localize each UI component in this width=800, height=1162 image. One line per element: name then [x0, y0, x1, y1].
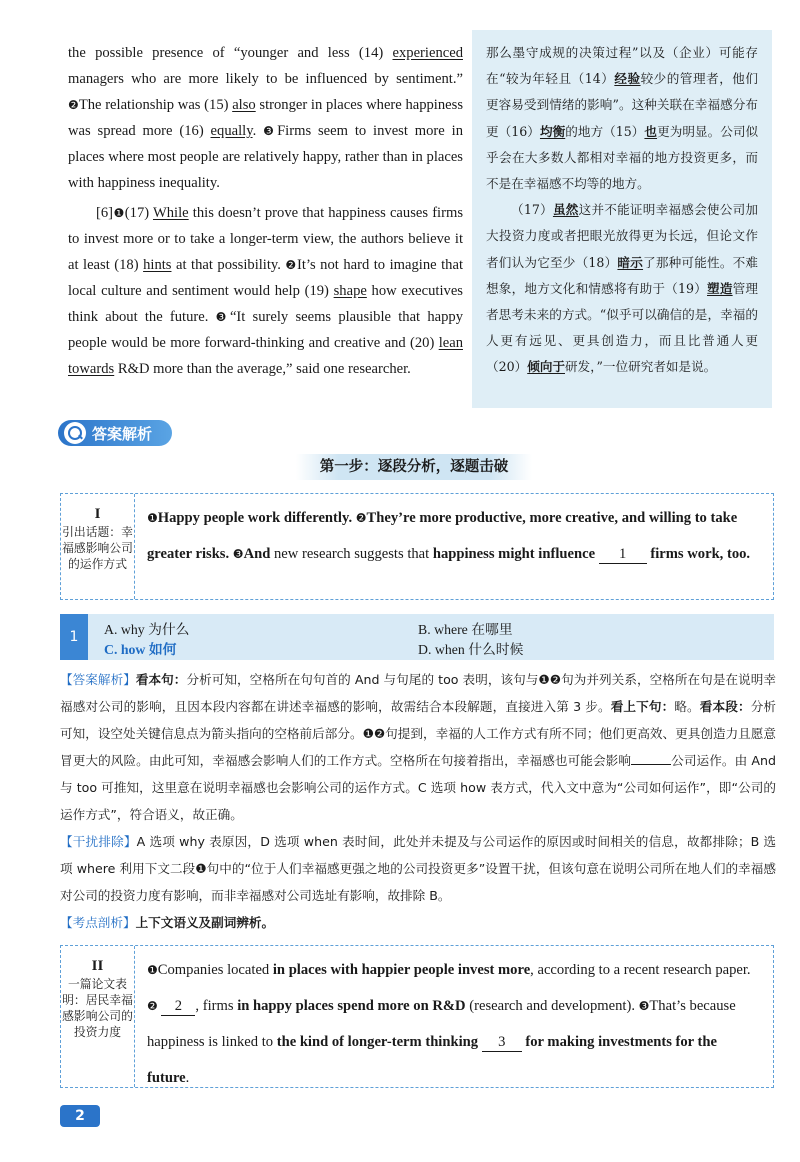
answer-18: hints	[143, 257, 172, 273]
question-1-analysis	[60, 666, 776, 936]
answer-17: While	[152, 205, 189, 221]
option-d: D. when 什么时候	[418, 642, 524, 657]
passage-section	[0, 30, 800, 410]
english-passage	[68, 40, 463, 382]
cn-answer-18: 暗示	[617, 254, 644, 270]
paragraph-1-analysis-box	[60, 493, 774, 600]
magnifier-icon	[64, 422, 86, 444]
paragraph-1-label: I 引出话题：幸福感影响公司的运作方式	[61, 494, 135, 599]
option-a: A. why 为什么	[104, 622, 190, 637]
english-paragraph-5: the possible presence of “younger and less (14) experienced managers who are more likely to be influenced by sentiment.” ❷The relationship was (15) also stronger in places where happiness was spread more (16) equally. ❸Firms seem to invest more in places where most people are relatively happy, rather than in places with happiness inequality.	[68, 45, 463, 191]
answer-explanation: 【答案解析】看本句：分析可知，空格所在句句首的 And 与句尾的 too 表明，该句与❶❷句为并列关系，空格所在句是在说明幸福感对公司的影响，且因本段内容都在讲述幸福感的影响，故需结合本段解题，直接进入第 3 步。看上下句：略。看本段：分析可知，设空处关键信息点为箭头指向的空格前后部分。❶❷句提到，幸福的人工作方式有所不同；他们更高效、更具创造力且愿意冒更大的风险。由此可知，幸福感会影响人们的工作方式。空格所在句接着指出，幸福感也可能会影响 公司运作。由 And 与 too 可推知，这里意在说明幸福感也会影响公司的运作方式。C 选项 how 表方式，代入文中意为“公司如何运作”，即“公司的运作方式”，符合语义，故正确。	[60, 672, 777, 822]
blank-3: 3	[482, 1033, 522, 1052]
chinese-paragraph-6: （17）虽然这并不能证明幸福感会使公司加大投资力度或者把眼光放得更为长远，但论文作者们认为它至少（18）暗示了那种可能性。不难想象，地方文化和情感将有助于（19）塑造管理者思考未来的方式。“似乎可以确信的是，幸福的人更有远见、更具创造力，而且比普通人更（20）倾向于研发，”一位研究者如是说。	[486, 202, 759, 375]
answer-19: shape	[333, 283, 367, 299]
blank-2: 2	[161, 997, 195, 1016]
distractor-elimination: 【干扰排除】A 选项 why 表原因，D 选项 when 表时间，此处并未提及与公司运作的原因或时间相关的信息，故都排除；B 选项 where 利用下文二段❶句中的“位于人们幸福感更强之地的公司投资更多”设置干扰，但该句意在说明公司所在地人们的幸福感对公司的投资力度有影响，而非幸福感对公司选址有影响，故排除 B。	[60, 834, 777, 903]
cn-answer-20: 倾向于	[527, 359, 565, 375]
option-b: B. where 在哪里	[418, 622, 513, 637]
answer-14: experienced	[392, 45, 463, 61]
paragraph-1-text: ❶Happy people work differently. ❷They’re more productive, more creative, and willing to take greater risks. ❸And new research suggests that happiness might influence 1 firms work, too.	[147, 510, 751, 562]
chinese-translation	[472, 30, 772, 408]
step-one-banner: 第一步：逐段分析，逐题击破	[296, 454, 532, 480]
chinese-paragraph-5: 那么墨守成规的决策过程”以及（企业）可能存在“较为年轻且（14）经验较少的管理者，他们更容易受到情绪的影响”。这种关联在幸福感分布更（16）均衡的地方（15）也更为明显。公司似乎会在大多数人都相对幸福的地方投资更多，而不是在幸福感不均等的地方。	[486, 45, 759, 192]
blank-1: 1	[599, 545, 647, 564]
cn-answer-16: 均衡	[539, 123, 566, 139]
english-paragraph-6: [6]❶(17) While this doesn’t prove that happiness causes firms to invest more or to take a longer-term view, the authors believe it at least (18) hints at that possibility. ❷It’s not hard to imagine that local culture and sentiment would help (19) shape how executives think about the future. ❸“It surely seems plausible that happy people would be more forward-thinking and creative and (20) lean towards R&D more than the average,” said one researcher.	[68, 205, 463, 377]
answer-16: equally	[210, 123, 253, 139]
cn-answer-19: 塑造	[707, 280, 733, 296]
cn-answer-15: 也	[644, 123, 658, 139]
paragraph-2-analysis-box	[60, 945, 774, 1088]
answer-15: also	[232, 97, 256, 113]
cn-answer-17: 虽然	[552, 202, 579, 218]
paragraph-2-label: II 一篇论文表明：居民幸福感影响公司的投资力度	[61, 946, 135, 1087]
test-point: 【考点剖析】上下文语义及副词辨析。	[60, 915, 275, 930]
answer-20: lean towards	[68, 335, 463, 377]
paragraph-2-text: ❶Companies located in places with happier people invest more, according to a recent research paper. ❷ 2 , firms in happy places spend more on R&D (research and development). ❸That’s because happiness is linked to the kind of longer-term thinking 3 for making investments for the future.	[147, 962, 751, 1086]
question-number: 1	[60, 614, 88, 660]
question-1-options	[60, 614, 774, 660]
inline-blank	[631, 751, 671, 765]
option-c-correct: C. how 如何	[104, 642, 177, 657]
page-number: 2	[60, 1105, 100, 1127]
answer-analysis-banner: 答案解析	[58, 420, 172, 446]
cn-answer-14: 经验	[614, 71, 641, 87]
